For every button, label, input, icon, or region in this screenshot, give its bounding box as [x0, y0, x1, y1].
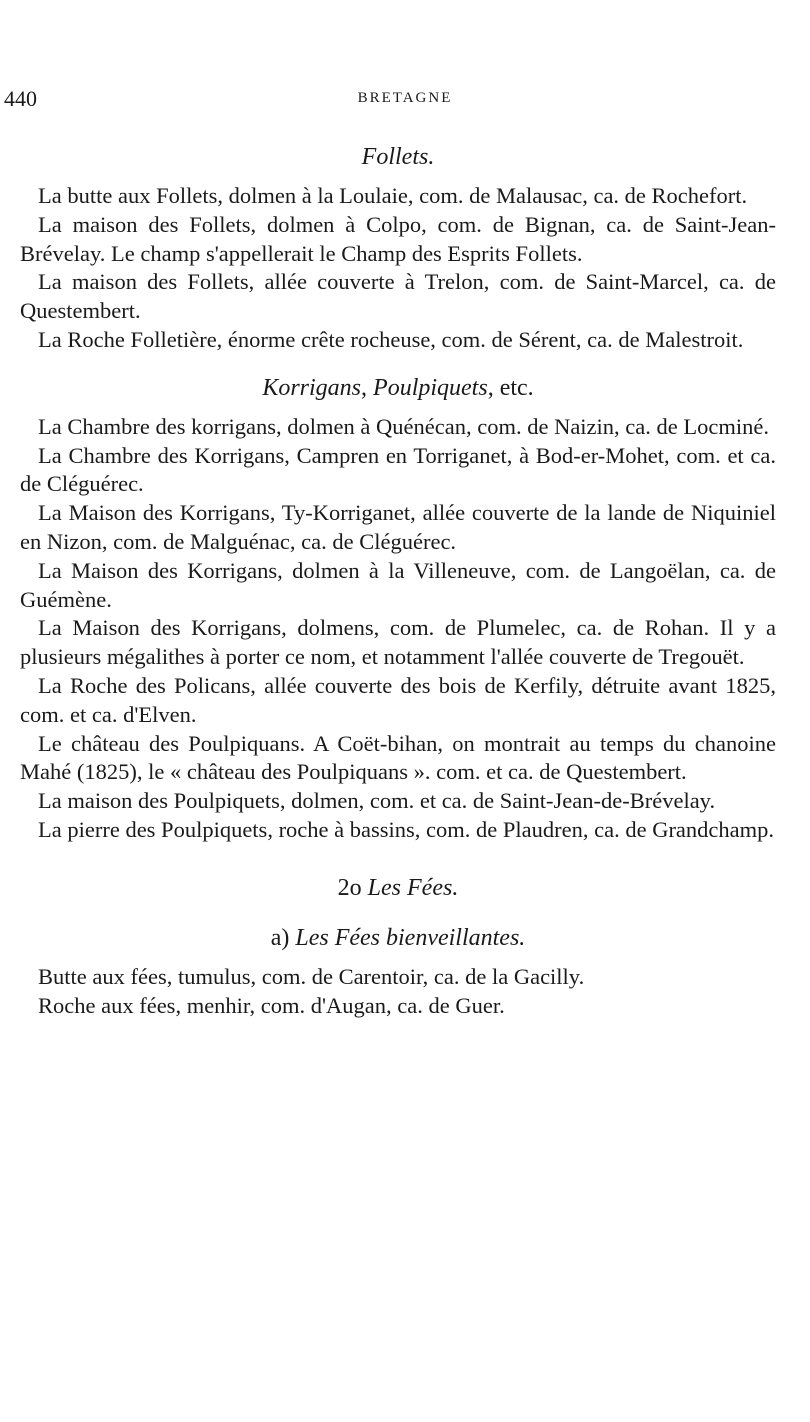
entry: La maison des Poulpiquets, dolmen, com. et ca. de Saint-Jean-de-Brévelay. — [38, 788, 716, 814]
heading-sep: , — [361, 374, 374, 401]
fees-entries — [20, 963, 776, 1021]
running-title: BRETAGNE — [357, 90, 453, 106]
entry: La pierre des Poulpiquets, roche à bassins, com. de Plaudren, ca. de Grandchamp. — [38, 816, 775, 842]
entry: La maison des Follets, allée couverte à Trelon, com. de Saint-Marcel, ca. de Questembert. — [20, 269, 776, 324]
entry: La Roche Folletière, énorme crête rocheuse, com. de Sérent, ca. de Malestroit. — [38, 326, 744, 352]
follets-entries — [20, 182, 776, 355]
entry: La butte aux Follets, dolmen à la Loulaie, com. de Malausac, ca. de Rochefort. — [38, 183, 748, 208]
entry: Le château des Poulpiquans. A Coët-bihan, on montrait au temps du chanoine Mahé (1825), le « château des Poulpiquans ». com. et ca. de Questembert. — [20, 730, 776, 785]
entry: La Chambre des korrigans, dolmen à Quénécan, com. de Naizin, ca. de Locminé. — [38, 413, 769, 439]
heading-poulpiquets: Poulpiquets — [373, 374, 488, 401]
section-heading-korrigans — [20, 371, 776, 405]
page-header — [0, 86, 810, 116]
section-heading-fees — [20, 871, 776, 905]
heading-fees-bienveillantes: Les Fées bienveillantes. — [295, 924, 526, 951]
heading-prefix: a) — [270, 924, 290, 951]
entry: La Chambre des Korrigans, Campren en Torriganet, à Bod-er-Mohet, com. et ca. de Cléguérec. — [20, 442, 776, 497]
entry: La maison des Follets, dolmen à Colpo, com. de Bignan, ca. de Saint-Jean-Brévelay. Le champ s'appellerait le Champ des Esprits Follets. — [20, 211, 776, 266]
subsection-heading-fees-bienveillantes — [20, 921, 776, 955]
korrigans-entries — [20, 413, 776, 845]
page-number: 440 — [4, 86, 37, 111]
entry: La Roche des Policans, allée couverte des bois de Kerfily, détruite avant 1825, com. et ca. d'Elven. — [20, 672, 776, 727]
heading-tail: , etc. — [487, 374, 534, 401]
entry: La Maison des Korrigans, Ty-Korriganet, allée couverte de la lande de Niquiniel en Nizon, com. de Malguénac, ca. de Cléguérec. — [20, 500, 776, 554]
entry: Roche aux fées, menhir, com. d'Augan, ca. de Guer. — [38, 992, 505, 1018]
page-body — [20, 140, 776, 1020]
section-heading-follets: Follets. — [361, 144, 435, 170]
entry: La Maison des Korrigans, dolmens, com. de Plumelec, ca. de Rohan. Il y a plusieurs mégalithes à porter ce nom, et notamment l'allée couverte de Tregouët. — [20, 615, 776, 670]
heading-korrigans: Korrigans — [262, 374, 362, 401]
heading-fees-text: Les Fées. — [367, 874, 459, 901]
entry: La Maison des Korrigans, dolmen à la Villeneuve, com. de Langoëlan, ca. de Guémène. — [20, 557, 776, 612]
entry: Butte aux fées, tumulus, com. de Carentoir, ca. de la Gacilly. — [38, 963, 585, 989]
heading-number: 2o — [337, 874, 362, 901]
